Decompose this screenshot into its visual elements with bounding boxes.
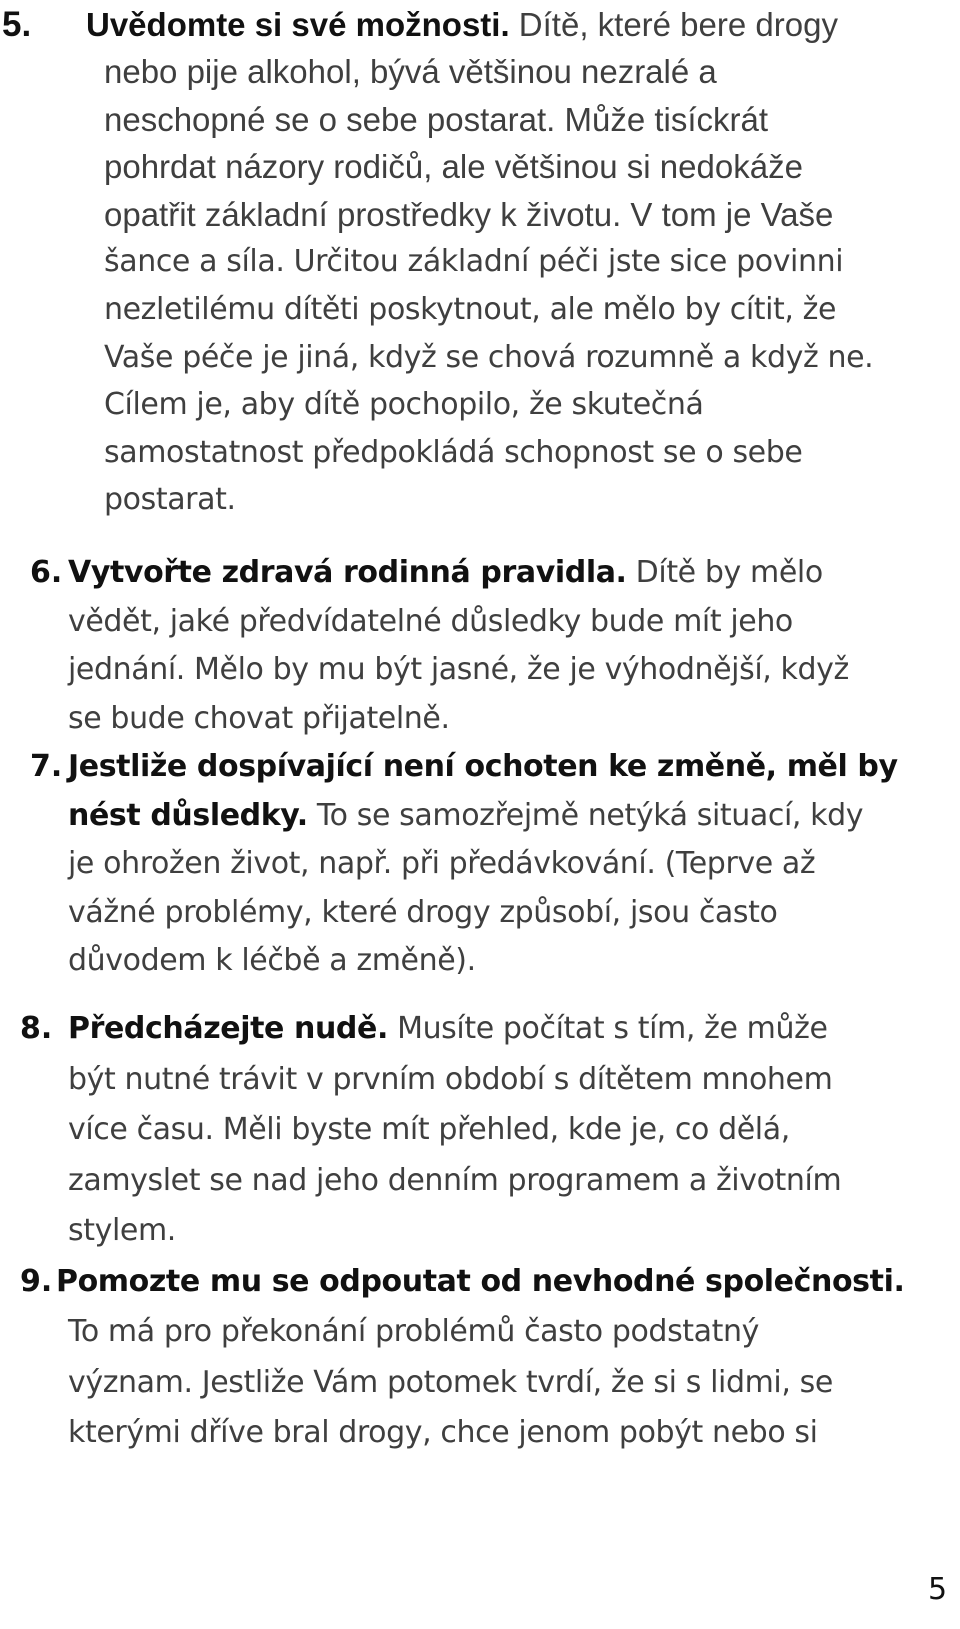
item-text: To se samozřejmě netýká situací, kdy <box>307 798 864 833</box>
item-number: 5. <box>2 5 32 44</box>
item-number: 7. <box>30 749 63 784</box>
item-text-line: důvodem k léčbě a změně). <box>68 943 476 978</box>
item-number: 8. <box>20 1011 53 1046</box>
item-first-line <box>68 548 823 598</box>
item-text-line: To má pro překonání problémů často podstatný <box>68 1314 759 1349</box>
item-first-line <box>68 791 863 841</box>
item-text-line: postarat. <box>104 482 236 517</box>
item-text: Musíte počítat s tím, že může <box>387 1011 828 1046</box>
item-heading: Pomozte mu se odpoutat od nevhodné společnosti. <box>56 1264 905 1299</box>
page-number: 5 <box>928 1572 948 1607</box>
item-text-line: samostatnost předpokládá schopnost se o sebe <box>104 435 803 470</box>
item-heading: Uvědomte si své možnosti. <box>86 6 510 43</box>
item-text-line: neschopné se o sebe postarat. Může tisíckrát <box>104 101 769 138</box>
item-text-line: šance a síla. Určitou základní péči jste sice povinni <box>104 244 844 279</box>
item-text-line: stylem. <box>68 1213 176 1248</box>
item-text-line: se bude chovat přijatelně. <box>68 701 450 736</box>
item-text-line: více času. Měli byste mít přehled, kde je, co dělá, <box>68 1112 790 1147</box>
item-text-line: Vaše péče je jiná, když se chová rozumně a když ne. <box>104 340 874 375</box>
item-text-line: kterými dříve bral drogy, chce jenom pobýt nebo si <box>68 1415 818 1450</box>
item-first-line <box>86 0 838 50</box>
item-text: Dítě by mělo <box>626 555 823 590</box>
item-heading-continued: nést důsledky. <box>68 798 308 833</box>
item-text-line: pohrdat názory rodičů, ale většinou si nedokáže <box>104 148 803 185</box>
item-number: 9. <box>20 1264 53 1299</box>
item-text-line: jednání. Mělo by mu být jasné, že je výhodnější, když <box>68 652 849 687</box>
item-heading: Předcházejte nudě. <box>68 1011 388 1046</box>
item-text-line: být nutné trávit v prvním období s dítětem mnohem <box>68 1062 833 1097</box>
item-heading: Jestliže dospívající není ochoten ke změně, měl by <box>68 749 898 784</box>
item-text-line: vědět, jaké předvídatelné důsledky bude mít jeho <box>68 604 793 639</box>
item-text-line: nezletilému dítěti poskytnout, ale mělo by cítit, že <box>104 292 837 327</box>
item-text-line: Cílem je, aby dítě pochopilo, že skutečná <box>104 387 704 422</box>
item-text-line: zamyslet se nad jeho denním programem a životním <box>68 1163 842 1198</box>
item-text-line: význam. Jestliže Vám potomek tvrdí, že si s lidmi, se <box>68 1365 833 1400</box>
item-number: 6. <box>30 555 63 590</box>
item-text-line: nebo pije alkohol, bývá většinou nezralé a <box>104 53 717 90</box>
item-text-line: vážné problémy, které drogy způsobí, jsou často <box>68 895 778 930</box>
item-text: Dítě, které bere drogy <box>509 6 838 43</box>
item-text-line: je ohrožen život, např. při předávkování. (Teprve až <box>68 846 816 881</box>
item-heading: Vytvořte zdravá rodinná pravidla. <box>68 555 627 590</box>
item-text-line: opatřit základní prostředky k životu. V tom je Vaše <box>104 196 834 233</box>
item-first-line <box>68 1004 828 1054</box>
